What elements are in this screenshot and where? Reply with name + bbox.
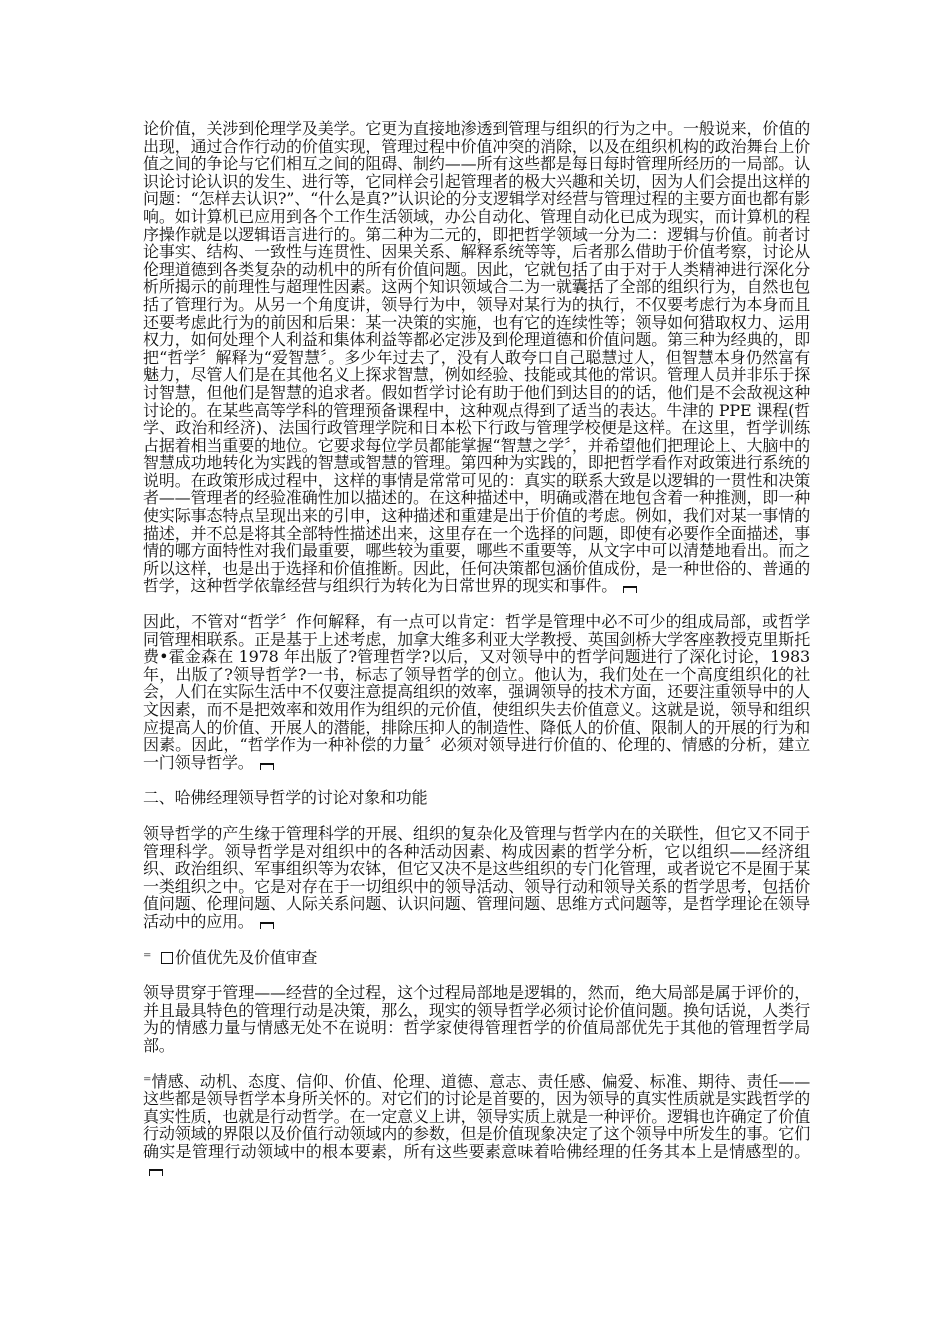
paragraph-text: ⁼情感、动机、态度、信仰、价值、伦理、道德、意志、责任感、偏爱、标准、期待、责任——这些都是领导哲学本身所关怀的。对它们的讨论是首要的，因为领导的真实性质就是实践哲学的真实性质，也就是行动哲学。在一定意义上讲，领导实质上就是一种评价。逻辑也许确定了价值行动领域的界限以及价值行动领域内的参数，但是价值现象决定了这个领导中所发生的事。它们确实是管理行动领域中的根本要素，所有这些要素意味着哈佛经理的任务其本上是情感型的。 bbox=[143, 1071, 810, 1161]
paragraph-end-mark-icon bbox=[623, 586, 637, 593]
paragraph-end-mark-icon bbox=[149, 1169, 163, 1176]
body-paragraph-2 bbox=[143, 613, 810, 771]
paragraph-end-mark-icon bbox=[260, 763, 274, 770]
paragraph-text: 领导哲学的产生缘于管理科学的开展、组织的复杂化及管理与哲学内在的关联性，但它又不同于管理科学。领导哲学是对组织中的各种活动因素、构成因素的哲学分析，它以组织——经济组织、政治组织、军事组织等为农钵，但它又决不是这些组织的专门化管理，或者说它不是囿于某一类组织之中。它是对存在于一切组织中的领导活动、领导行动和领导关系的哲学思考，包括价值问题、伦理问题、人际关系问题、认识问题、管理问题、思维方式问题等，是哲学理论在领导活动中的应用。 bbox=[143, 823, 810, 931]
paragraph-text: 因此，不管对“哲学〞作何解释，有一点可以肯定：哲学是管理中必不可少的组成局部，或哲学同管理相联系。正是基于上述考虑，加拿大维多利亚大学教授、英国剑桥大学客座教授克里斯托费•霍金森在 1978 年出版了?管理哲学?以后，又对领导中的哲学问题进行了深化讨论，1983 年，出版了?领导哲学?一书，标志了领导哲学的创立。他认为，我们处在一个高度组织化的社会，人们在实际生活中不仅要注意提高组织的效率，强调领导的技术方面，还要注重领导中的人文因素，而不是把效率和效用作为组织的元价值，使组织失去价值意义。这就是说，领导和组织应提高人的价值、开展人的潜能，排除压抑人的制造性、降低人的价值、限制人的开展的行为和因素。因此，“哲学作为一种补偿的力量〞必须对领导进行价值的、伦理的、情感的分析，建立一门领导哲学。 bbox=[143, 612, 810, 772]
paragraph-text: 论价值，关涉到伦理学及美学。它更为直接地渗透到管理与组织的行为之中。一般说来，价值的出现，通过合作行动的价值实现，管理过程中价值冲突的消除，以及在组织机构的政治舞台上价值之间的争论与它们相互之间的阻碍、制约——所有这些都是每日每时管理所经历的一局部。认识论讨论认识的发生、进行等，它同样会引起管理者的极大兴趣和关切，因为人们会提出这样的问题：“怎样去认识?”、“什么是真?”认识论的分支逻辑学对经营与管理过程的主要方面也都有影响。如计算机已应用到各个工作生活领域，办公自动化、管理自动化已成为现实，而计算机的程序操作就是以逻辑语言进行的。第二种为二元的，即把哲学领域一分为二：逻辑与价值。前者讨论事实、结构、一致性与连贯性、因果关系、解释系统等等，后者那么借助于价值考察，讨论从伦理道德到各类复杂的动机中的所有价值问题。因此，它就包括了由于对于人类精神进行深化分析所揭示的前理性与超理性因素。这两个知识领域合二为一就囊括了全部的组织行为，自然也包括了管理行为。从另一个角度讲，领导行为中，领导对某行为的执行，不仅要考虑行为本身而且还要考虑此行为的前因和后果：某一决策的实施，也有它的连续性等；领导如何猎取权力、运用权力，如何处理个人利益和集体利益等都必定涉及到伦理道德和价值问题。第三种为经典的，即把“哲学〞解释为“爱智慧〞。多少年过去了，没有人敢夸口自己聪慧过人，但智慧本身仍然富有魅力，尽管人们是在其他名义上探求智慧，例如经验、技能或其他的常识。管理人员并非乐于探讨智慧，但他们是智慧的追求者。假如哲学讨论有助于他们到达目的的话，他们是不会敌视这种讨论的。在某些高等学科的管理预备课程中，这种观点得到了适当的表达。牛津的 PPE 课程(哲学、政治和经济)、法国行政管理学院和日本松下行政与管理学校便是这样。在这里，哲学训练占据着相当重要的地位。它要求每位学员都能掌握“智慧之学〞，并希望他们把理论上、大脑中的智慧成功地转化为实践的智慧或智慧的管理。第四种为实践的，即把哲学看作对政策进行系统的说明。在政策形成过程中，这样的事情是常常可见的：真实的联系大致是以逻辑的一贯性和决策者——管理者的经验准确性加以描述的。在这种描述中，明确或潜在地包含着一种推测，即一种使实际事态特点呈现出来的引申，这种描述和重建是出于价值的考虑。例如，我们对某一事情的描述，并不总是将其全部特性描述出来，这里存在一个选择的问题，即使有必要作全面描述，事情的哪方面特性对我们最重要，哪些较为重要，哪些不重要等，从文字中可以清楚地看出。而之所以这样，也是出于选择和价值推断。因此，任何决策都包涵价值成份，是一种世俗的、普通的哲学，这种哲学依靠经营与组织行为转化为日常世界的现实和事件。 bbox=[143, 119, 810, 596]
box-glyph-icon bbox=[161, 952, 173, 964]
body-paragraph-4: 领导贯穿于管理——经营的全过程，这个过程局部地是逻辑的，然而，绝大局部是属于评价的，并且最具特色的管理行动是决策，那么，现实的领导哲学必须讨论价值问题。换句话说，人类行为的情感力量与情感无处不在说明：哲学家使得管理哲学的价值局部优先于其他的管理哲学局部。 bbox=[143, 983, 810, 1055]
body-paragraph-1 bbox=[143, 120, 810, 595]
body-paragraph-3 bbox=[143, 825, 810, 931]
section-heading: 二、哈佛经理领导哲学的讨论对象和功能 bbox=[143, 788, 428, 808]
body-paragraph-5 bbox=[143, 1073, 810, 1179]
subheading-text: 价值优先及价值审查 bbox=[175, 947, 318, 967]
subsection-heading bbox=[143, 949, 810, 967]
document-page bbox=[143, 120, 810, 1196]
subheading-prefix: ⁼ bbox=[143, 947, 152, 967]
paragraph-end-mark-icon bbox=[260, 922, 274, 929]
